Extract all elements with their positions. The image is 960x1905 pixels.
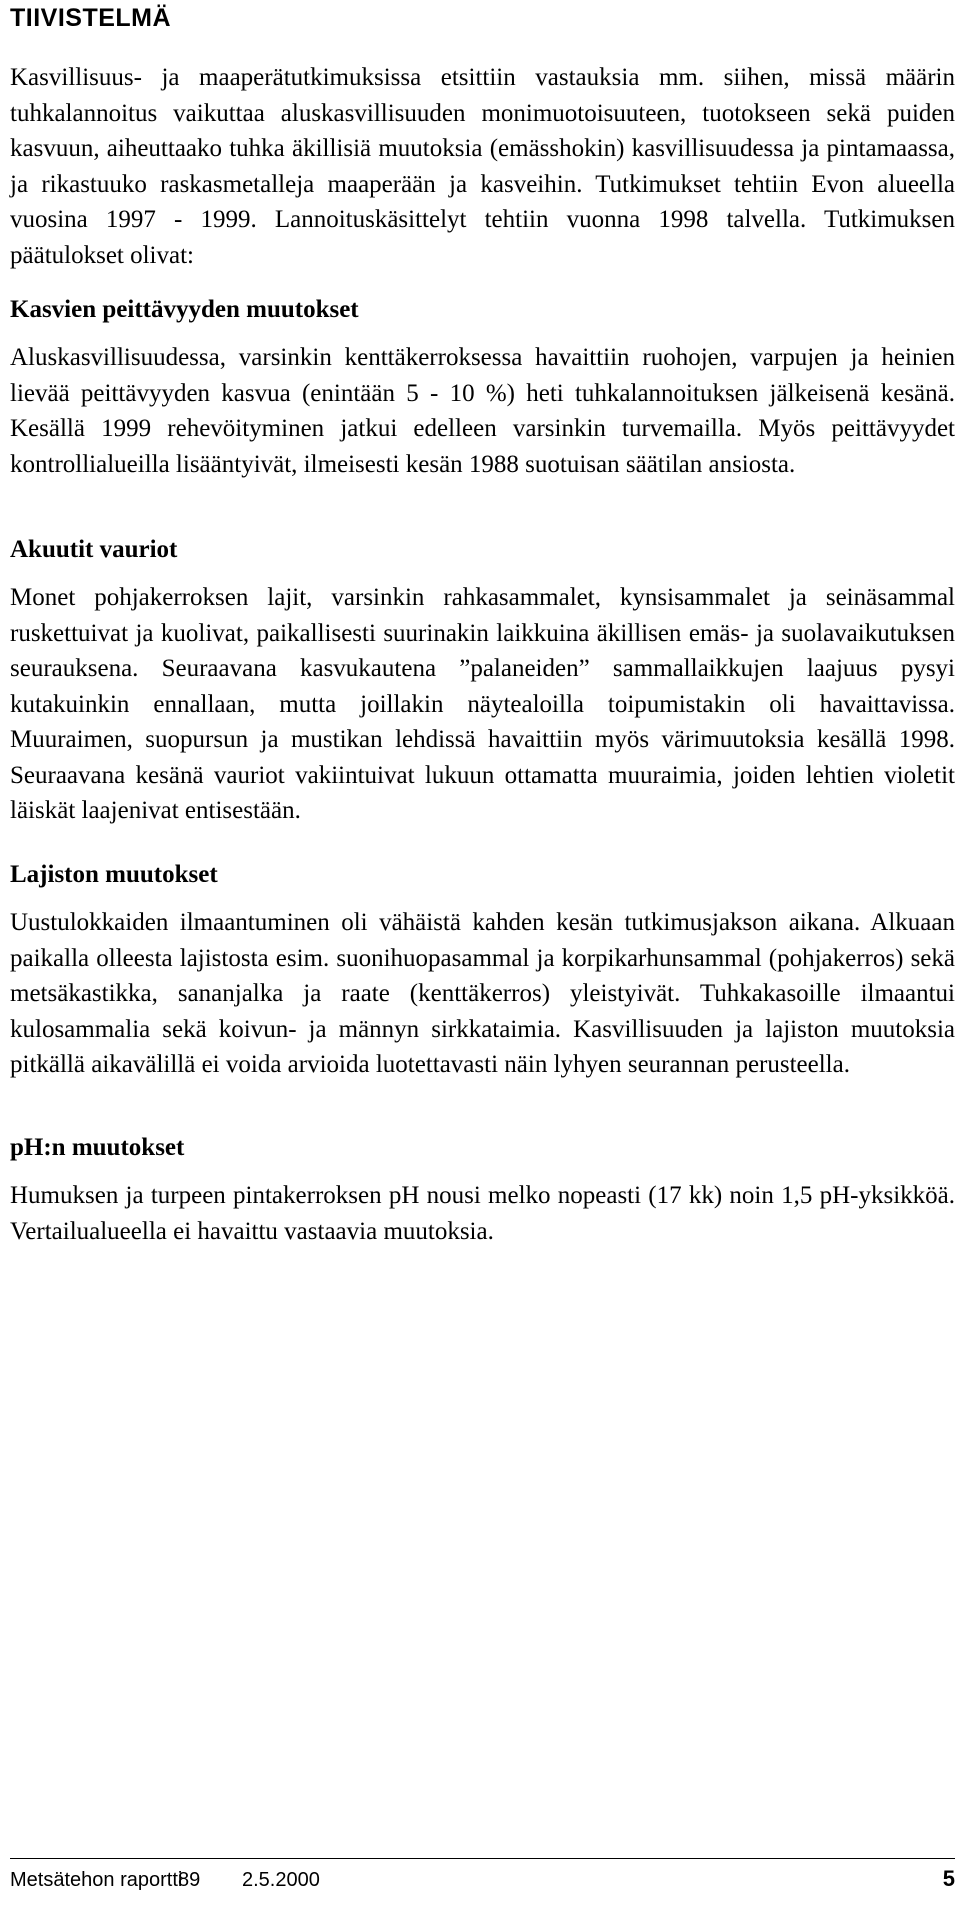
section-heading-coverage: Kasvien peittävyyden muutokset — [10, 296, 359, 323]
section-text-species: Uustulokkaiden ilmaantuminen oli vähäistä kahden kesän tutkimusjakson aikana. Alkuaan paikalla olleesta lajistosta esim. suonihuopasammal ja korpikarhunsammal (pohjakerros) sekä metsäkastikka, sananjalka ja raate (kenttäkerros) yleistyivät. Tuhkakasoille ilmaantui kulosammalia sekä koivun- ja männyn sirkkataimia. Kasvillisuuden ja lajiston muutoksia pitkällä aikavälillä ei voida arvioida luotettavasti näin lyhyen seurannan perusteella. — [10, 909, 955, 1078]
section-text-ph: Humuksen ja turpeen pintakerroksen pH nousi melko nopeasti (17 kk) noin 1,5 pH-yksikköä. Vertailualueella ei havaittu vastaavia muutoksia. — [10, 1182, 955, 1245]
page-number: 5 — [942, 1866, 955, 1891]
section-text-acute-damage: Monet pohjakerroksen lajit, varsinkin rahkasammalet, kynsisammalet ja seinäsammal ruskettuivat ja kuolivat, paikallisesti suurinakin laikkuina äkillisen emäs- ja suolavaikutuksen seurauksena. Seuraavana kasvukautena ”palaneiden” sammallaikkujen laajuus pysyi kutakuinkin ennallaan, mutta joillakin näytealoilla toipumistakin oli havaittavissa. Muuraimen, suopursun ja mustikan lehdissä havaittiin myös värimuutoksia kesällä 1998. Seuraavana kesänä vauriot vakiintuivat lukuun ottamatta muuraimia, joiden lehtien violetit läiskät laajenivat entisestään. — [10, 584, 955, 824]
footer-report-name: Metsätehon raportti — [10, 1869, 183, 1891]
section-heading-ph: pH:n muutokset — [10, 1134, 185, 1161]
footer-divider — [10, 1858, 955, 1859]
section-heading-species: Lajiston muutokset — [10, 861, 218, 888]
intro-paragraph: Kasvillisuus- ja maaperätutkimuksissa etsittiin vastauksia mm. siihen, missä määrin tuhkalannoitus vaikuttaa aluskasvillisuuden monimuotoisuuteen, tuotokseen sekä puiden kasvuun, aiheuttaako tuhka äkillisiä muutoksia (emässhokin) kasvillisuudessa ja pintamaassa, ja rikastuuko raskasmetalleja maaperään ja kasveihin. Tutkimukset tehtiin Evon alueella vuosina 1997 - 1999. Lannoituskäsittelyt tehtiin vuonna 1998 talvella. Tutkimuksen päätulokset olivat: — [10, 64, 955, 269]
section-text-coverage: Aluskasvillisuudessa, varsinkin kenttäkerroksessa havaittiin ruohojen, varpujen ja heinien lievää peittävyyden kasvua (enintään 5 - 10 %) heti tuhkalannoituksen jälkeisenä kesänä. Kesällä 1999 rehevöityminen jatkui edelleen varsinkin turvemailla. Myös peittävyydet kontrollialueilla lisääntyivät, ilmeisesti kesän 1988 suotuisan säätilan ansiosta. — [10, 344, 955, 478]
page-title: TIIVISTELMÄ — [10, 4, 172, 32]
footer-report-number: 89 — [178, 1869, 201, 1891]
page-footer — [10, 1866, 955, 1894]
footer-date: 2.5.2000 — [242, 1869, 320, 1891]
section-heading-acute-damage: Akuutit vauriot — [10, 536, 178, 563]
